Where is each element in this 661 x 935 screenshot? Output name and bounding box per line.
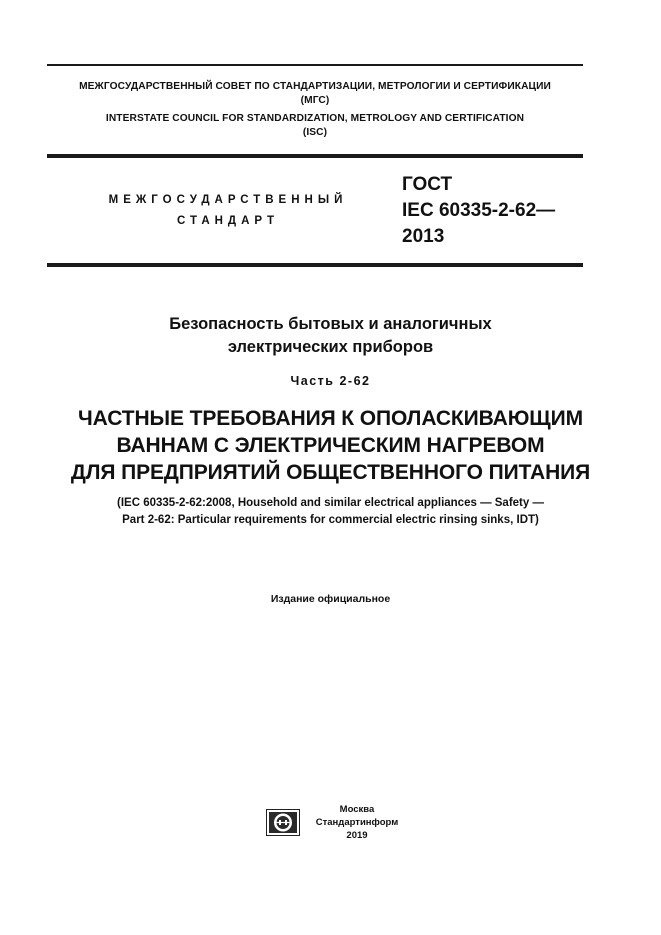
standard-type-line2: СТАНДАРТ (177, 215, 279, 227)
top-rule (47, 64, 583, 66)
gost-designation (402, 172, 602, 250)
gost-line3: 2013 (402, 226, 445, 247)
council-en-line1: INTERSTATE COUNCIL FOR STANDARDIZATION, METROLOGY AND CERTIFICATION (105, 113, 525, 124)
publisher-block (305, 803, 409, 842)
publisher-city: Москва (339, 804, 375, 815)
main-title-line3: ДЛЯ ПРЕДПРИЯТИЙ ОБЩЕСТВЕННОГО ПИТАНИЯ (70, 461, 591, 484)
publication-year: 2019 (346, 830, 368, 841)
council-en-abbr: (ISC) (302, 127, 328, 138)
title-line2: электрических приборов (227, 338, 434, 356)
iec-reference-line2: Part 2-62: Particular requirements for commercial electric rinsing sinks, IDT) (122, 514, 539, 526)
publisher-name: Стандартинформ (315, 817, 399, 828)
standard-type-line1: МЕЖГОСУДАРСТВЕННЫЙ (108, 194, 348, 206)
header-rule (47, 154, 583, 158)
council-ru-line1: МЕЖГОСУДАРСТВЕННЫЙ СОВЕТ ПО СТАНДАРТИЗАЦИИ, МЕТРОЛОГИИ И СЕРТИФИКАЦИИ (79, 81, 551, 92)
main-title-line2: ВАННАМ С ЭЛЕКТРИЧЕСКИМ НАГРЕВОМ (116, 434, 545, 457)
main-title-line1: ЧАСТНЫЕ ТРЕБОВАНИЯ К ОПОЛАСКИВАЮЩИМ (78, 407, 583, 430)
gost-line2: IEC 60335-2-62— (402, 200, 556, 221)
gost-line1: ГОСТ (402, 174, 453, 195)
edition-label: Издание официальное (270, 593, 391, 605)
iec-reference-line1: (IEC 60335-2-62:2008, Household and similar electrical appliances — Safety — (117, 497, 544, 509)
title-line1: Безопасность бытовых и аналогичных (169, 315, 492, 333)
standartinform-logo-icon (266, 809, 300, 836)
part-number: Часть 2-62 (290, 374, 371, 388)
designation-rule (47, 263, 583, 267)
council-ru-abbr: (МГС) (300, 95, 330, 106)
